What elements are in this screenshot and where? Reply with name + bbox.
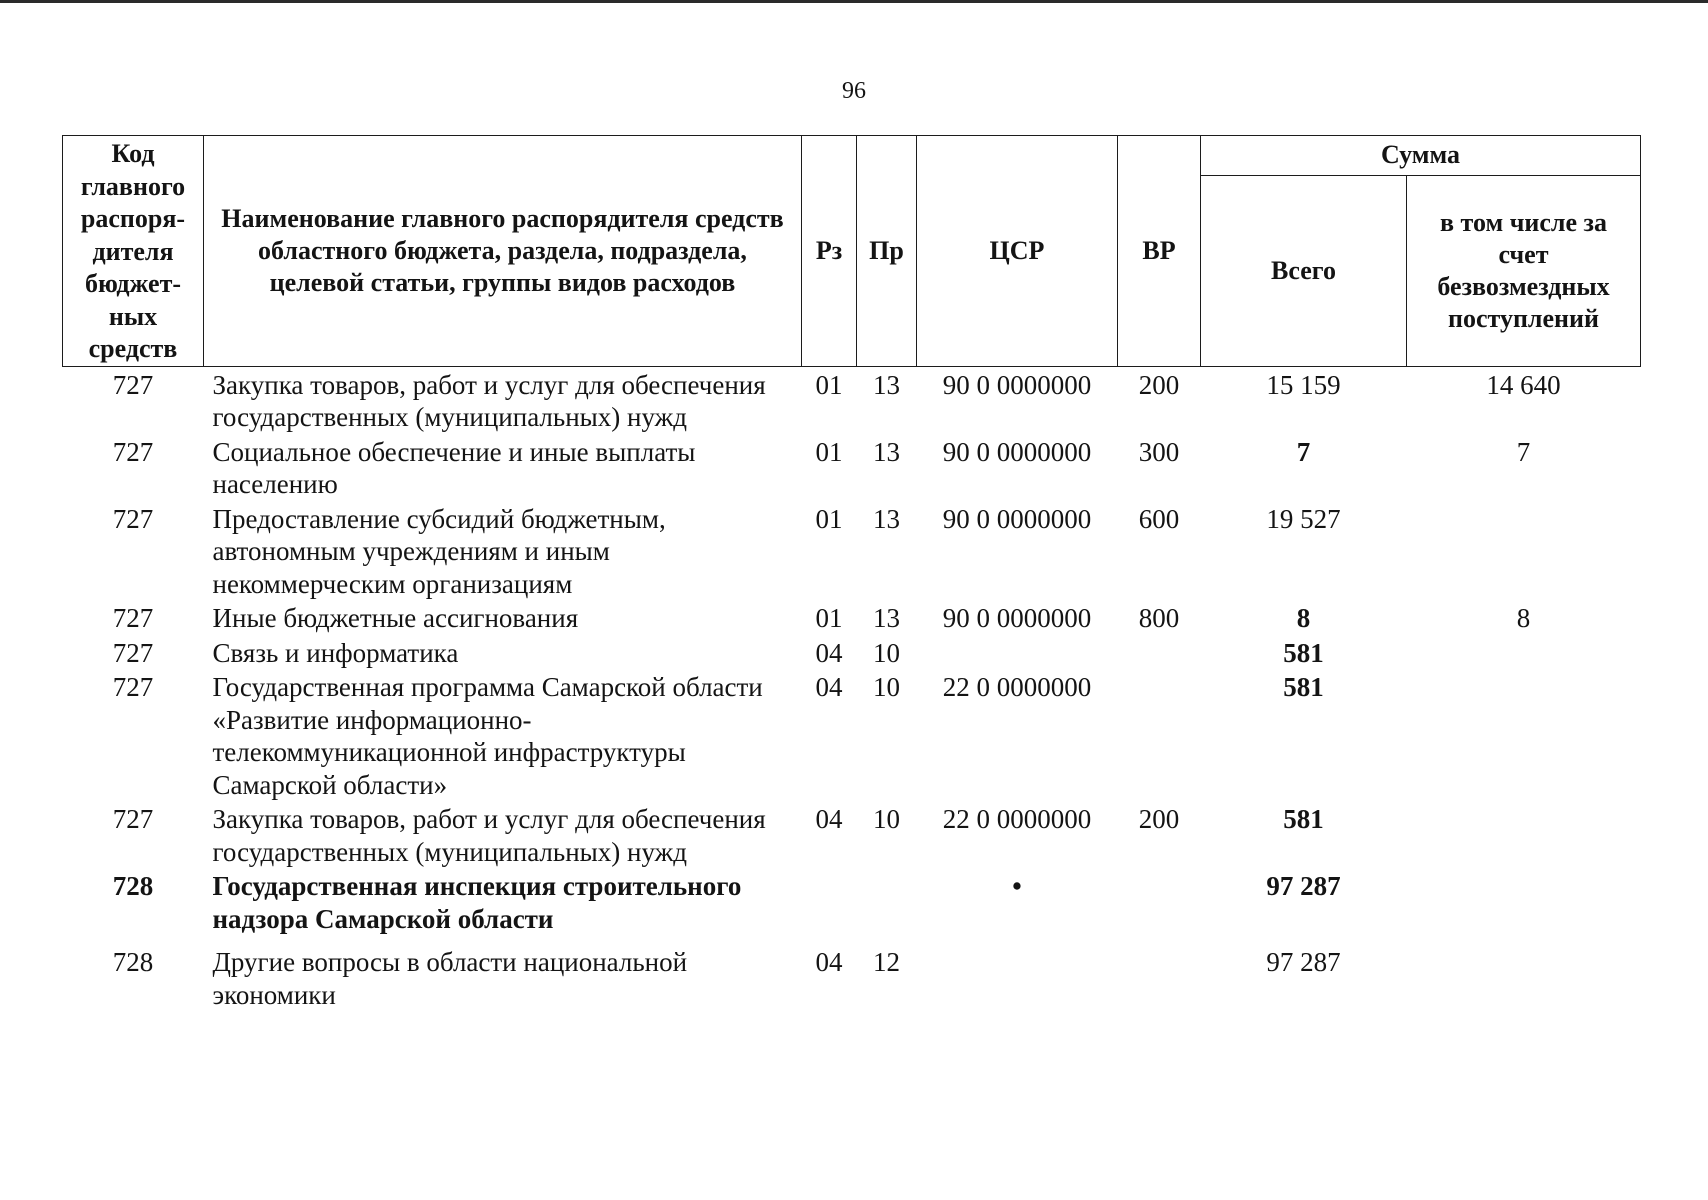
- cell-vr: 200: [1138, 804, 1180, 834]
- table-body: [63, 366, 1641, 1011]
- cell-rz: 04: [815, 947, 843, 977]
- cell-rz: 01: [815, 603, 843, 633]
- cell-name: Закупка товаров, работ и услуг для обеспечения государственных (муниципальных) нужд: [212, 369, 766, 432]
- header-vr: ВР: [1118, 136, 1201, 367]
- cell-rz: 04: [815, 804, 843, 834]
- table-header: [63, 136, 1641, 367]
- cell-vr: 600: [1138, 503, 1180, 534]
- cell-name: Другие вопросы в области национальной экономики: [212, 947, 688, 1010]
- cell-rz: 01: [815, 436, 843, 467]
- cell-total: 7: [1296, 436, 1311, 467]
- cell-free: [1407, 501, 1641, 601]
- cell-code: 728: [112, 871, 154, 901]
- header-rz: Рз: [802, 136, 857, 367]
- cell-total: 97 287: [1266, 947, 1341, 977]
- cell-code: 727: [112, 436, 154, 467]
- table-row: [63, 366, 1641, 434]
- cell-code: 727: [112, 637, 154, 668]
- budget-table: [62, 135, 1641, 1011]
- cell-pr: 10: [873, 672, 900, 702]
- cell-rz: 01: [815, 369, 843, 400]
- cell-free: [1407, 801, 1641, 868]
- cell-csr: [917, 635, 1118, 670]
- cell-csr: 90 0 0000000: [942, 436, 1092, 467]
- cell-name: Государственная инспекция строительного надзора Самарской области: [212, 871, 742, 934]
- cell-pr: 12: [873, 947, 900, 977]
- top-border-line: [0, 0, 1708, 3]
- cell-code: 727: [112, 804, 154, 834]
- cell-code: 727: [112, 369, 154, 400]
- cell-csr: 90 0 0000000: [942, 603, 1092, 633]
- cell-csr: 90 0 0000000: [942, 503, 1092, 534]
- table-row: [63, 600, 1641, 635]
- cell-pr: [857, 868, 917, 944]
- cell-vr: [1118, 669, 1201, 801]
- cell-free: [1407, 669, 1641, 801]
- header-sum: Сумма: [1201, 136, 1641, 176]
- cell-csr: 90 0 0000000: [942, 369, 1092, 400]
- cell-csr: •: [1012, 871, 1022, 901]
- table-row: [63, 669, 1641, 801]
- cell-vr: 300: [1138, 436, 1180, 467]
- header-code: Код главного распоря-дителя бюджет-ных средств: [63, 136, 204, 367]
- cell-vr: 800: [1138, 603, 1180, 633]
- cell-rz: 01: [815, 503, 843, 534]
- cell-vr: [1118, 635, 1201, 670]
- cell-vr: 200: [1138, 369, 1180, 400]
- cell-total: 8: [1296, 603, 1311, 633]
- cell-name: Государственная программа Самарской области «Развитие информационно-телекоммуникационной инфраструктуры Самарской области»: [212, 672, 763, 800]
- header-pr: Пр: [857, 136, 917, 367]
- cell-pr: 13: [873, 503, 900, 534]
- cell-pr: 10: [873, 804, 900, 834]
- cell-code: 727: [112, 603, 154, 633]
- cell-code: 728: [112, 947, 154, 977]
- header-csr: ЦСР: [917, 136, 1118, 367]
- cell-total: 581: [1283, 672, 1324, 702]
- cell-vr: [1118, 868, 1201, 944]
- page-number: 96: [842, 78, 866, 104]
- cell-code: 727: [112, 503, 154, 534]
- cell-name: Предоставление субсидий бюджетным, автономным учреждениям и иным некоммерческим организациям: [212, 503, 666, 599]
- cell-free: [1407, 635, 1641, 670]
- cell-code: 727: [112, 672, 154, 702]
- cell-rz: 04: [815, 672, 843, 702]
- cell-free: [1407, 868, 1641, 944]
- cell-csr: 22 0 0000000: [942, 672, 1092, 702]
- header-name: Наименование главного распорядителя средств областного бюджета, раздела, подраздела, целевой статьи, группы видов расходов: [204, 136, 802, 367]
- table-row: [63, 501, 1641, 601]
- cell-csr: [917, 944, 1118, 1011]
- table-row: [63, 801, 1641, 868]
- header-total: Всего: [1201, 175, 1407, 366]
- cell-rz: [802, 868, 857, 944]
- cell-free: 14 640: [1486, 369, 1561, 400]
- cell-total: 15 159: [1266, 369, 1341, 400]
- cell-vr: [1118, 944, 1201, 1011]
- table-row: [63, 635, 1641, 670]
- cell-name: Иные бюджетные ассигнования: [212, 603, 579, 633]
- cell-total: 97 287: [1266, 871, 1341, 901]
- cell-pr: 10: [873, 637, 900, 668]
- cell-name: Связь и информатика: [212, 637, 459, 668]
- cell-free: 8: [1516, 603, 1531, 633]
- cell-name: Социальное обеспечение и иные выплаты населению: [212, 436, 696, 499]
- table-row: [63, 434, 1641, 501]
- table-row: [63, 868, 1641, 944]
- cell-total: 581: [1283, 637, 1324, 668]
- cell-rz: 04: [815, 637, 843, 668]
- header-free: в том числе за счет безвозмездных поступлений: [1407, 175, 1641, 366]
- cell-csr: 22 0 0000000: [942, 804, 1092, 834]
- cell-free: 7: [1516, 436, 1531, 467]
- cell-pr: 13: [873, 603, 900, 633]
- cell-pr: 13: [873, 369, 900, 400]
- table-row: [63, 944, 1641, 1011]
- cell-pr: 13: [873, 436, 900, 467]
- cell-free: [1407, 944, 1641, 1011]
- cell-name: Закупка товаров, работ и услуг для обеспечения государственных (муниципальных) нужд: [212, 804, 766, 867]
- cell-total: 19 527: [1266, 503, 1341, 534]
- cell-total: 581: [1283, 804, 1324, 834]
